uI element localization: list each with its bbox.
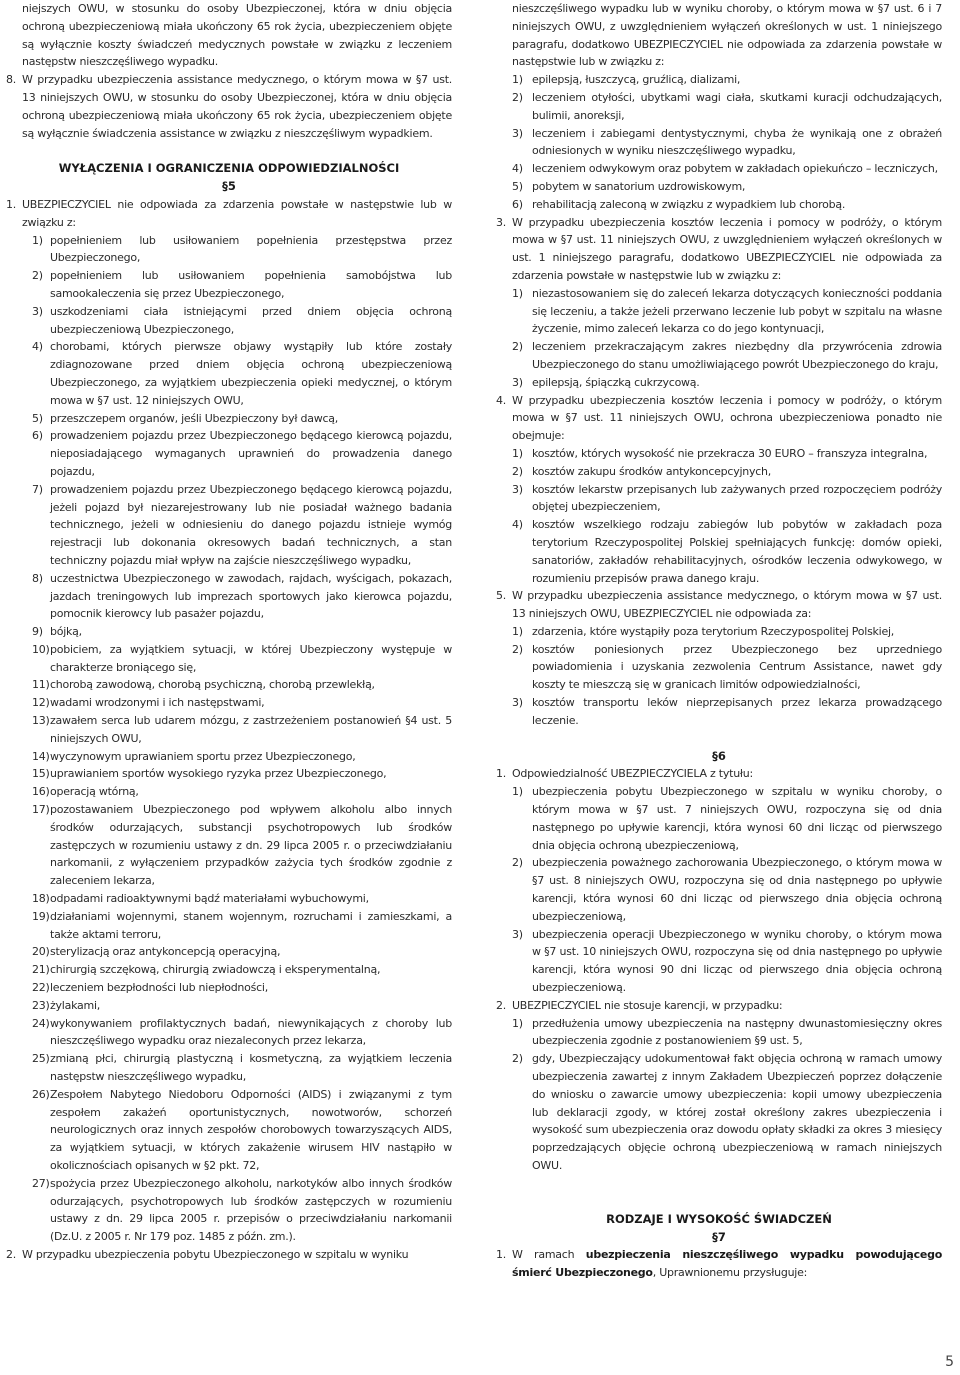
list-item-text: prowadzeniem pojazdu przez Ubezpieczonego będącego kierowcą pojazdu, jeżeli pojazd był niezarejestrowany lub nie posiadał ważnego badania technicznego, jeżeli w odniesieniu do danego pojazdu istnieje wymóg rejestracji lub dokonania okresowych badań technicznych, a stan techniczny pojazdu miał wpływ na zajście nieszczęśliwego wypadku, (50, 482, 452, 567)
list-item-text: leczeniem przekraczającym zakres niezbędny dla przywrócenia zdrowia Ubezpieczonego do stanu umożliwiającego powrót Ubezpieczonego do kraju, (532, 340, 942, 371)
paragraph-text-end: , Uprawnionemu przysługuje: (652, 1266, 808, 1280)
right-column (496, 0, 942, 1282)
list-item-text: epilepsją, łuszczycą, gruźlicą, dializami, (532, 73, 741, 87)
list-item-text: chirurgią szczękową, chirurgią zwiadowczą i eksperymentalną, (50, 963, 381, 977)
list-item-number: 2) (512, 856, 523, 870)
hospital-exclusions-list (496, 71, 942, 213)
list-item-number: 13) (32, 714, 50, 728)
list-item (496, 783, 942, 854)
list-item (496, 623, 942, 641)
list-item-text: niezastosowaniem się do zaleceń lekarza dotyczących konieczności poddania się leczeniu, a także jeżeli przerwano leczenie lub pobyt w szpitalu na własne życzenie, mimo zaleceń lekarza co do jego kontynuacji, (532, 286, 942, 336)
list-item-number: 1) (512, 1016, 523, 1030)
list-item-number: 1) (512, 446, 523, 460)
list-item (496, 463, 942, 481)
list-item-text: operacją wtórną, (50, 785, 139, 799)
list-item-number: 4) (512, 162, 523, 176)
page-number: 5 (945, 1354, 954, 1370)
list-item (6, 623, 452, 641)
list-item-number: 17) (32, 803, 50, 817)
list-item (496, 374, 942, 392)
list-item (6, 1015, 452, 1051)
list-item-number: 2) (32, 269, 43, 283)
list-item (496, 1015, 942, 1051)
list-item-text: kosztów poniesionych przez Ubezpieczonego bez uprzedniego powiadomienia i uzyskania zezwolenia Centrum Assistance, nawet gdy koszty te mieszczą się w granicach limitów odpowiedzialności, (532, 642, 942, 692)
travel-cost-exclusions-list (496, 445, 942, 587)
list-item (6, 748, 452, 766)
list-item (6, 570, 452, 623)
list-item (496, 926, 942, 997)
paragraph-number: 1. (496, 767, 506, 781)
section-heading: WYŁĄCZENIA I OGRANICZENIA ODPOWIEDZIALNOŚCI (58, 161, 400, 176)
paragraph-text: W przypadku ubezpieczenia assistance medycznego, o którym mowa w §7 ust. 13 niniejszych OWU, UBEZPIECZYCIEL nie odpowiada za: (512, 589, 942, 621)
list-item-number: 16) (32, 785, 50, 799)
list-item-number: 6) (512, 197, 523, 211)
list-item-text: przeszczepem organów, jeśli Ubezpieczony był dawcą, (50, 411, 339, 425)
list-item (496, 641, 942, 694)
paragraph-2 (6, 1246, 452, 1264)
list-item-number: 2) (512, 90, 523, 104)
list-item-text: pozostawaniem Ubezpieczonego pod wpływem alkoholu albo innych środków odurzających, substancji psychotropowych lub środków zastępczych w rozumieniu ustawy z dn. 29 lipca 2005 r. o przeciwdziałaniu narkomanii, z wyłączeniem przypadków zażycia tych środków zgodnie z zaleceniem lekarza, (50, 803, 452, 888)
list-item-number: 3) (32, 304, 43, 318)
list-item (6, 961, 452, 979)
paragraph-number: 8. (6, 73, 16, 87)
list-item (496, 854, 942, 925)
list-item-number: 22) (32, 981, 50, 995)
paragraph-text: Odpowiedzialność UBEZPIECZYCIELA z tytułu: (512, 767, 753, 781)
left-column (6, 0, 452, 1264)
list-item (6, 1086, 452, 1175)
list-item-number: 27) (32, 1176, 50, 1190)
list-item-text: ubezpieczenia poważnego zachorowania Ubezpieczonego, o którym mowa w §7 ust. 8 niniejszych OWU, rozpoczyna się od dnia następnego po upływie karencji, która wynosi 60 dni licząc od pierwszego dnia objęcia ochroną ubezpieczeniową, (532, 856, 942, 923)
list-item-number: 1) (512, 785, 523, 799)
paragraph-4 (496, 392, 942, 445)
section-6-sign: §6 (712, 748, 726, 763)
list-item-number: 1) (32, 233, 43, 247)
list-item (496, 516, 942, 587)
list-item-text: leczeniem otyłości, ubytkami wagi ciała, skutkami kuracji odchudzających, bulimii, anoreksji, (532, 90, 942, 122)
list-item (6, 427, 452, 480)
list-item-number: 9) (32, 625, 43, 639)
list-item-text: rehabilitacją zaleconą w związku z wypadkiem lub chorobą. (532, 197, 846, 211)
list-item (496, 1050, 942, 1175)
list-item (496, 481, 942, 517)
paragraph-6-1 (496, 765, 942, 783)
paragraph-number: 1. (6, 197, 16, 211)
list-item-number: 3) (512, 696, 523, 710)
list-item-text: leczeniem bezpłodności lub niepłodności, (50, 981, 268, 995)
paragraph-text: W przypadku ubezpieczenia kosztów leczenia i pomocy w podróży, o którym mowa w §7 ust. 11 niniejszych OWU, ochrona ubezpieczeniowa ponadto nie obejmuje: (512, 393, 942, 443)
paragraph-5 (496, 587, 942, 623)
list-item-text: działaniami wojennymi, stanem wojennym, rozruchami i zamieszkami, a także aktami terroru, (50, 909, 452, 941)
list-item-text: leczeniem odwykowym oraz pobytem w zakładach opiekuńczo – leczniczych, (532, 162, 938, 176)
list-item-text: chorobami, których pierwsze objawy wystąpiły lub które zostały zdiagnozowane przed dniem objęcia ochroną ubezpieczeniową Ubezpieczonego, za wyjątkiem ubezpieczenia opieki medycznej, o którym mowa w §7 ust. 12 niniejszych OWU, (50, 340, 452, 407)
list-item-number: 3) (512, 126, 523, 140)
list-item (6, 410, 452, 428)
list-item-number: 2) (512, 464, 523, 478)
list-item-number: 3) (512, 375, 523, 389)
list-item-text: bójką, (50, 625, 82, 639)
list-item-text: popełnieniem lub usiłowaniem popełnienia przestępstwa przez Ubezpieczonego, (50, 233, 452, 265)
list-item (6, 481, 452, 570)
list-item-text: wyczynowym uprawianiem sportu przez Ubezpieczonego, (50, 749, 356, 763)
list-item-text: wykonywaniem profilaktycznych badań, niewynikających z choroby lub nieszczęśliwego wypadku oraz niezaleconych przez lekarza, (50, 1016, 452, 1048)
list-item-number: 2) (512, 1052, 523, 1066)
no-waiting-period-list (496, 1015, 942, 1175)
list-item-text: chorobą zawodową, chorobą psychiczną, chorobą przewlekłą, (50, 678, 375, 692)
list-item-text: uszkodzeniami ciała istniejącymi przed dniem objęcia ochroną ubezpieczeniową Ubezpieczonego, (50, 304, 452, 336)
list-item-text: zdarzenia, które wystąpiły poza terytorium Rzeczypospolitej Polskiej, (532, 624, 895, 638)
list-item-text: spożycia przez Ubezpieczonego alkoholu, narkotyków albo innych środków odurzających, psychotropowych lub środków zastępczych w rozumieniu ustawy z dn. 29 lipca 2005 r. przepisów o przeciwdziałaniu narkomanii (Dz.U. z 2005 r. Nr 179 poz. 1485 z późn. zm.). (50, 1176, 452, 1244)
section-7-sign: §7 (712, 1229, 726, 1244)
section-paragraph-sign: §5 (222, 179, 236, 194)
list-item (496, 285, 942, 338)
paragraph-text: UBEZPIECZYCIEL nie odpowiada za zdarzenia powstałe w następstwie lub w związku z: (22, 197, 452, 229)
list-item-number: 5) (32, 411, 43, 425)
paragraph-6-2 (496, 997, 942, 1015)
list-item-text: ubezpieczenia operacji Ubezpieczonego w wyniku choroby, o którym mowa w §7 ust. 10 niniejszych OWU, rozpoczyna się od dnia następnego po upływie karencji, która wynosi 90 dni licząc od pierwszego dnia objęcia ochroną ubezpieczeniową. (532, 927, 942, 995)
list-item (496, 694, 942, 730)
list-item-number: 1) (512, 624, 523, 638)
paragraph-number: 5. (496, 589, 506, 603)
list-item (6, 1050, 452, 1086)
paragraph-text: W przypadku ubezpieczenia kosztów leczenia i pomocy w podróży, o którym mowa w §7 ust. 11 niniejszych OWU, z uwzględnieniem wyłączeń określonych w ust. 1 niniejszego paragrafu, dodatkowo UBEZPIECZYCIEL nie odpowiada za zdarzenia powstałe w następstwie lub w związku z: (512, 215, 942, 282)
paragraph-text: UBEZPIECZYCIEL nie stosuje karencji, w przypadku: (512, 998, 783, 1012)
list-item-text: zawałem serca lub udarem mózgu, z zastrzeżeniem postanowień §4 ust. 5 niniejszych OWU, (50, 714, 452, 745)
list-item-text: uczestnictwa Ubezpieczonego w zawodach, rajdach, wyścigach, pokazach, jazdach treningowych lub imprezach sportowych jako kierowca pojazdu, pomocnik kierowcy lub pasażer pojazdu, (50, 571, 452, 621)
list-item-text: uprawianiem sportów wysokiego ryzyka przez Ubezpieczonego, (50, 767, 387, 781)
list-item-number: 12) (32, 696, 50, 710)
list-item-text: gdy, Ubezpieczający udokumentował fakt objęcia ochroną w ramach umowy ubezpieczenia zawartej z innym Zakładem Ubezpieczeń poprzez dołączenie do wniosku o zawarcie umowy ubezpieczenia: kopii umowy ubezpieczenia lub deklaracji zgody, w której został określony zakres ubezpieczenia i wysokość sum ubezpieczenia oraz dowodu opłaty składki za okres 3 miesięcy poprzedzających objęcie ochroną ubezpieczeniową w ramach niniejszych OWU. (532, 1052, 942, 1172)
list-item-text: epilepsją, śpiączką cukrzycową. (532, 375, 700, 389)
list-item-text: leczeniem i zabiegami dentystycznymi, chyba że wynikają one z obrażeń odniesionych w wyniku nieszczęśliwego wypadku, (532, 126, 942, 158)
paragraph-text-start: W ramach (512, 1248, 575, 1262)
list-item-number: 3) (512, 482, 523, 496)
list-item-number: 8) (32, 571, 43, 585)
list-item (6, 997, 452, 1015)
paragraph-number: 4. (496, 393, 506, 407)
list-item-number: 1) (512, 286, 523, 300)
list-item (496, 89, 942, 125)
paragraph-3 (496, 214, 942, 285)
list-item-number: 26) (32, 1087, 50, 1101)
list-item (496, 125, 942, 161)
list-item (6, 1175, 452, 1246)
list-item-number: 19) (32, 909, 50, 923)
list-item (6, 303, 452, 339)
intro-paragraph: niejszych OWU, w stosunku do osoby Ubezpieczonej, która w dniu objęcia ochroną ubezpieczeniową miała ukończony 65 rok życia, ubezpieczeniem objęte są wyłącznie koszty świadczeń medycznych powstałe w związku z leczeniem następstw nieszczęśliwego wypadku. (22, 2, 452, 69)
list-item (6, 676, 452, 694)
list-item-text: przedłużenia umowy ubezpieczenia na następny dwunastomiesięczny okres ubezpieczenia zgodnie z postanowieniem §9 ust. 5, (532, 1016, 942, 1048)
list-item-number: 20) (32, 945, 50, 959)
list-item-number: 4) (32, 340, 43, 354)
exclusions-list (6, 232, 452, 1246)
waiting-period-list (496, 783, 942, 997)
list-item-text: popełnieniem lub usiłowaniem popełnienia samobójstwa lub samookaleczenia się przez Ubezpieczonego, (50, 269, 452, 300)
list-item (496, 338, 942, 374)
list-item-number: 11) (32, 678, 50, 692)
list-item-number: 2) (512, 340, 523, 354)
list-item (496, 71, 942, 89)
list-item (496, 160, 942, 178)
list-item (496, 178, 942, 196)
list-item-number: 18) (32, 892, 50, 906)
list-item-number: 14) (32, 749, 50, 763)
list-item-number: 21) (32, 963, 50, 977)
list-item-number: 10) (32, 642, 50, 656)
list-item (6, 890, 452, 908)
assistance-exclusions-list (496, 623, 942, 730)
travel-exclusions-list (496, 285, 942, 392)
list-item-text: kosztów lekarstw przepisanych lub zażywanych przed rozpoczęciem podróży objętej ubezpieczeniem, (532, 482, 942, 514)
list-item (496, 196, 942, 214)
list-item-text: zmianą płci, chirurgią plastyczną i kosmetyczną, za wyjątkiem leczenia następstw nieszczęśliwego wypadku, (50, 1052, 452, 1084)
list-item-text: kosztów transportu leków nieprzepisanych przez lekarza prowadzącego leczenie. (532, 696, 942, 727)
list-item-number: 15) (32, 767, 50, 781)
continued-paragraph: nieszczęśliwego wypadku lub w wyniku choroby, o którym mowa w §7 ust. 6 i 7 niniejszych OWU, z uwzględnieniem wyłączeń określonych w ust. 1 niniejszego paragrafu, dodatkowo UBEZPIECZYCIEL nie odpowiada za zdarzenia powstałe w następstwie lub w związku z: (512, 2, 942, 69)
list-item-number: 3) (512, 927, 523, 941)
list-item-number: 6) (32, 429, 43, 443)
list-item-number: 2) (512, 642, 523, 656)
list-item-text: kosztów, których wysokość nie przekracza 30 EURO – franszyza integralna, (532, 446, 928, 460)
paragraph-text: W przypadku ubezpieczenia pobytu Ubezpieczonego w szpitalu w wyniku (22, 1247, 409, 1261)
list-item-text: żylakami, (50, 998, 101, 1012)
paragraph-1 (6, 196, 452, 232)
list-item (6, 943, 452, 961)
list-item (6, 232, 452, 268)
list-item-text: pobytem w sanatorium uzdrowiskowym, (532, 179, 746, 193)
paragraph-number: 2. (496, 998, 506, 1012)
list-item (6, 267, 452, 303)
list-item-text: kosztów wszelkiego rodzaju zabiegów lub pobytów w zakładach poza terytorium Rzeczypospolitej Polskiej spełniających funkcję: domów opieki, sanatoriów, zakładów rehabilitacyjnych, ośrodków leczenia odwykowego, w rozumieniu przepisów prawa danego kraju. (532, 518, 942, 585)
paragraph-text-bold: ubezpieczenia nieszczęśliwego wypadku powodującego śmierć Ubezpieczonego (512, 1248, 942, 1280)
list-item-text: ubezpieczenia pobytu Ubezpieczonego w szpitalu w wyniku choroby, o którym mowa w §7 ust. 7 niniejszych OWU, rozpoczyna się od dnia następnego po upływie karencji, która wynosi 60 dni licząc od pierwszego dnia objęcia ochroną ubezpieczeniową, (532, 785, 942, 852)
list-item-number: 24) (32, 1016, 50, 1030)
paragraph-number: 1. (496, 1248, 506, 1262)
list-item-text: pobiciem, za wyjątkiem sytuacji, w której Ubezpieczony występuje w charakterze broniącego się, (50, 642, 452, 674)
list-item-text: kosztów zakupu środków antykoncepcyjnych, (532, 464, 772, 478)
list-item (6, 979, 452, 997)
list-item (6, 801, 452, 890)
list-item (6, 641, 452, 677)
list-item-text: odpadami radioaktywnymi bądź materiałami wybuchowymi, (50, 892, 369, 906)
paragraph-number: 2. (6, 1247, 16, 1261)
list-item-number: 25) (32, 1052, 50, 1066)
section-heading-benefits: RODZAJE I WYSOKOŚĆ ŚWIADCZEŃ (606, 1211, 832, 1226)
list-item-text: prowadzeniem pojazdu przez Ubezpieczonego będącego kierowcą pojazdu, nieposiadającego wymaganych uprawnień do prowadzenia danego pojazdu, (50, 429, 452, 478)
list-item-text: wadami wrodzonymi i ich następstwami, (50, 696, 265, 710)
paragraph-number: 3. (496, 215, 506, 229)
list-item (6, 765, 452, 783)
list-item-number: 4) (512, 518, 523, 532)
list-item (6, 712, 452, 748)
paragraph-7-1 (496, 1246, 942, 1282)
list-item (6, 908, 452, 944)
list-item (6, 338, 452, 409)
list-item-number: 7) (32, 482, 43, 496)
list-item-text: Zespołem Nabytego Niedoboru Odporności (AIDS) i związanymi z tym zespołem zakażeń oportunistycznych, nowotworów, schorzeń neurologicznych oraz innych zespołów chorobowych towarzyszących AIDS, za wyjątkiem sytuacji, w których zakażenie wirusem HIV nastąpiło w okolicznościach opisanych w §2 pkt. 72, (50, 1087, 452, 1172)
list-item (6, 783, 452, 801)
list-item-number: 1) (512, 73, 523, 87)
list-item (6, 694, 452, 712)
list-item-number: 5) (512, 179, 523, 193)
paragraph-text: W przypadku ubezpieczenia assistance medycznego, o którym mowa w §7 ust. 13 niniejszych OWU, w stosunku do osoby Ubezpieczonej, która w dniu objęcia ochroną ubezpieczeniową miała ukończony 65 rok życia, ubezpieczeniem objęte są wyłącznie świadczenia assistance w związku z nieszczęśliwym wypadkiem. (22, 73, 452, 140)
list-item (496, 445, 942, 463)
list-item-number: 23) (32, 998, 50, 1012)
list-item-text: sterylizacją oraz antykoncepcją operacyjną, (50, 945, 281, 959)
paragraph-8 (6, 71, 452, 142)
